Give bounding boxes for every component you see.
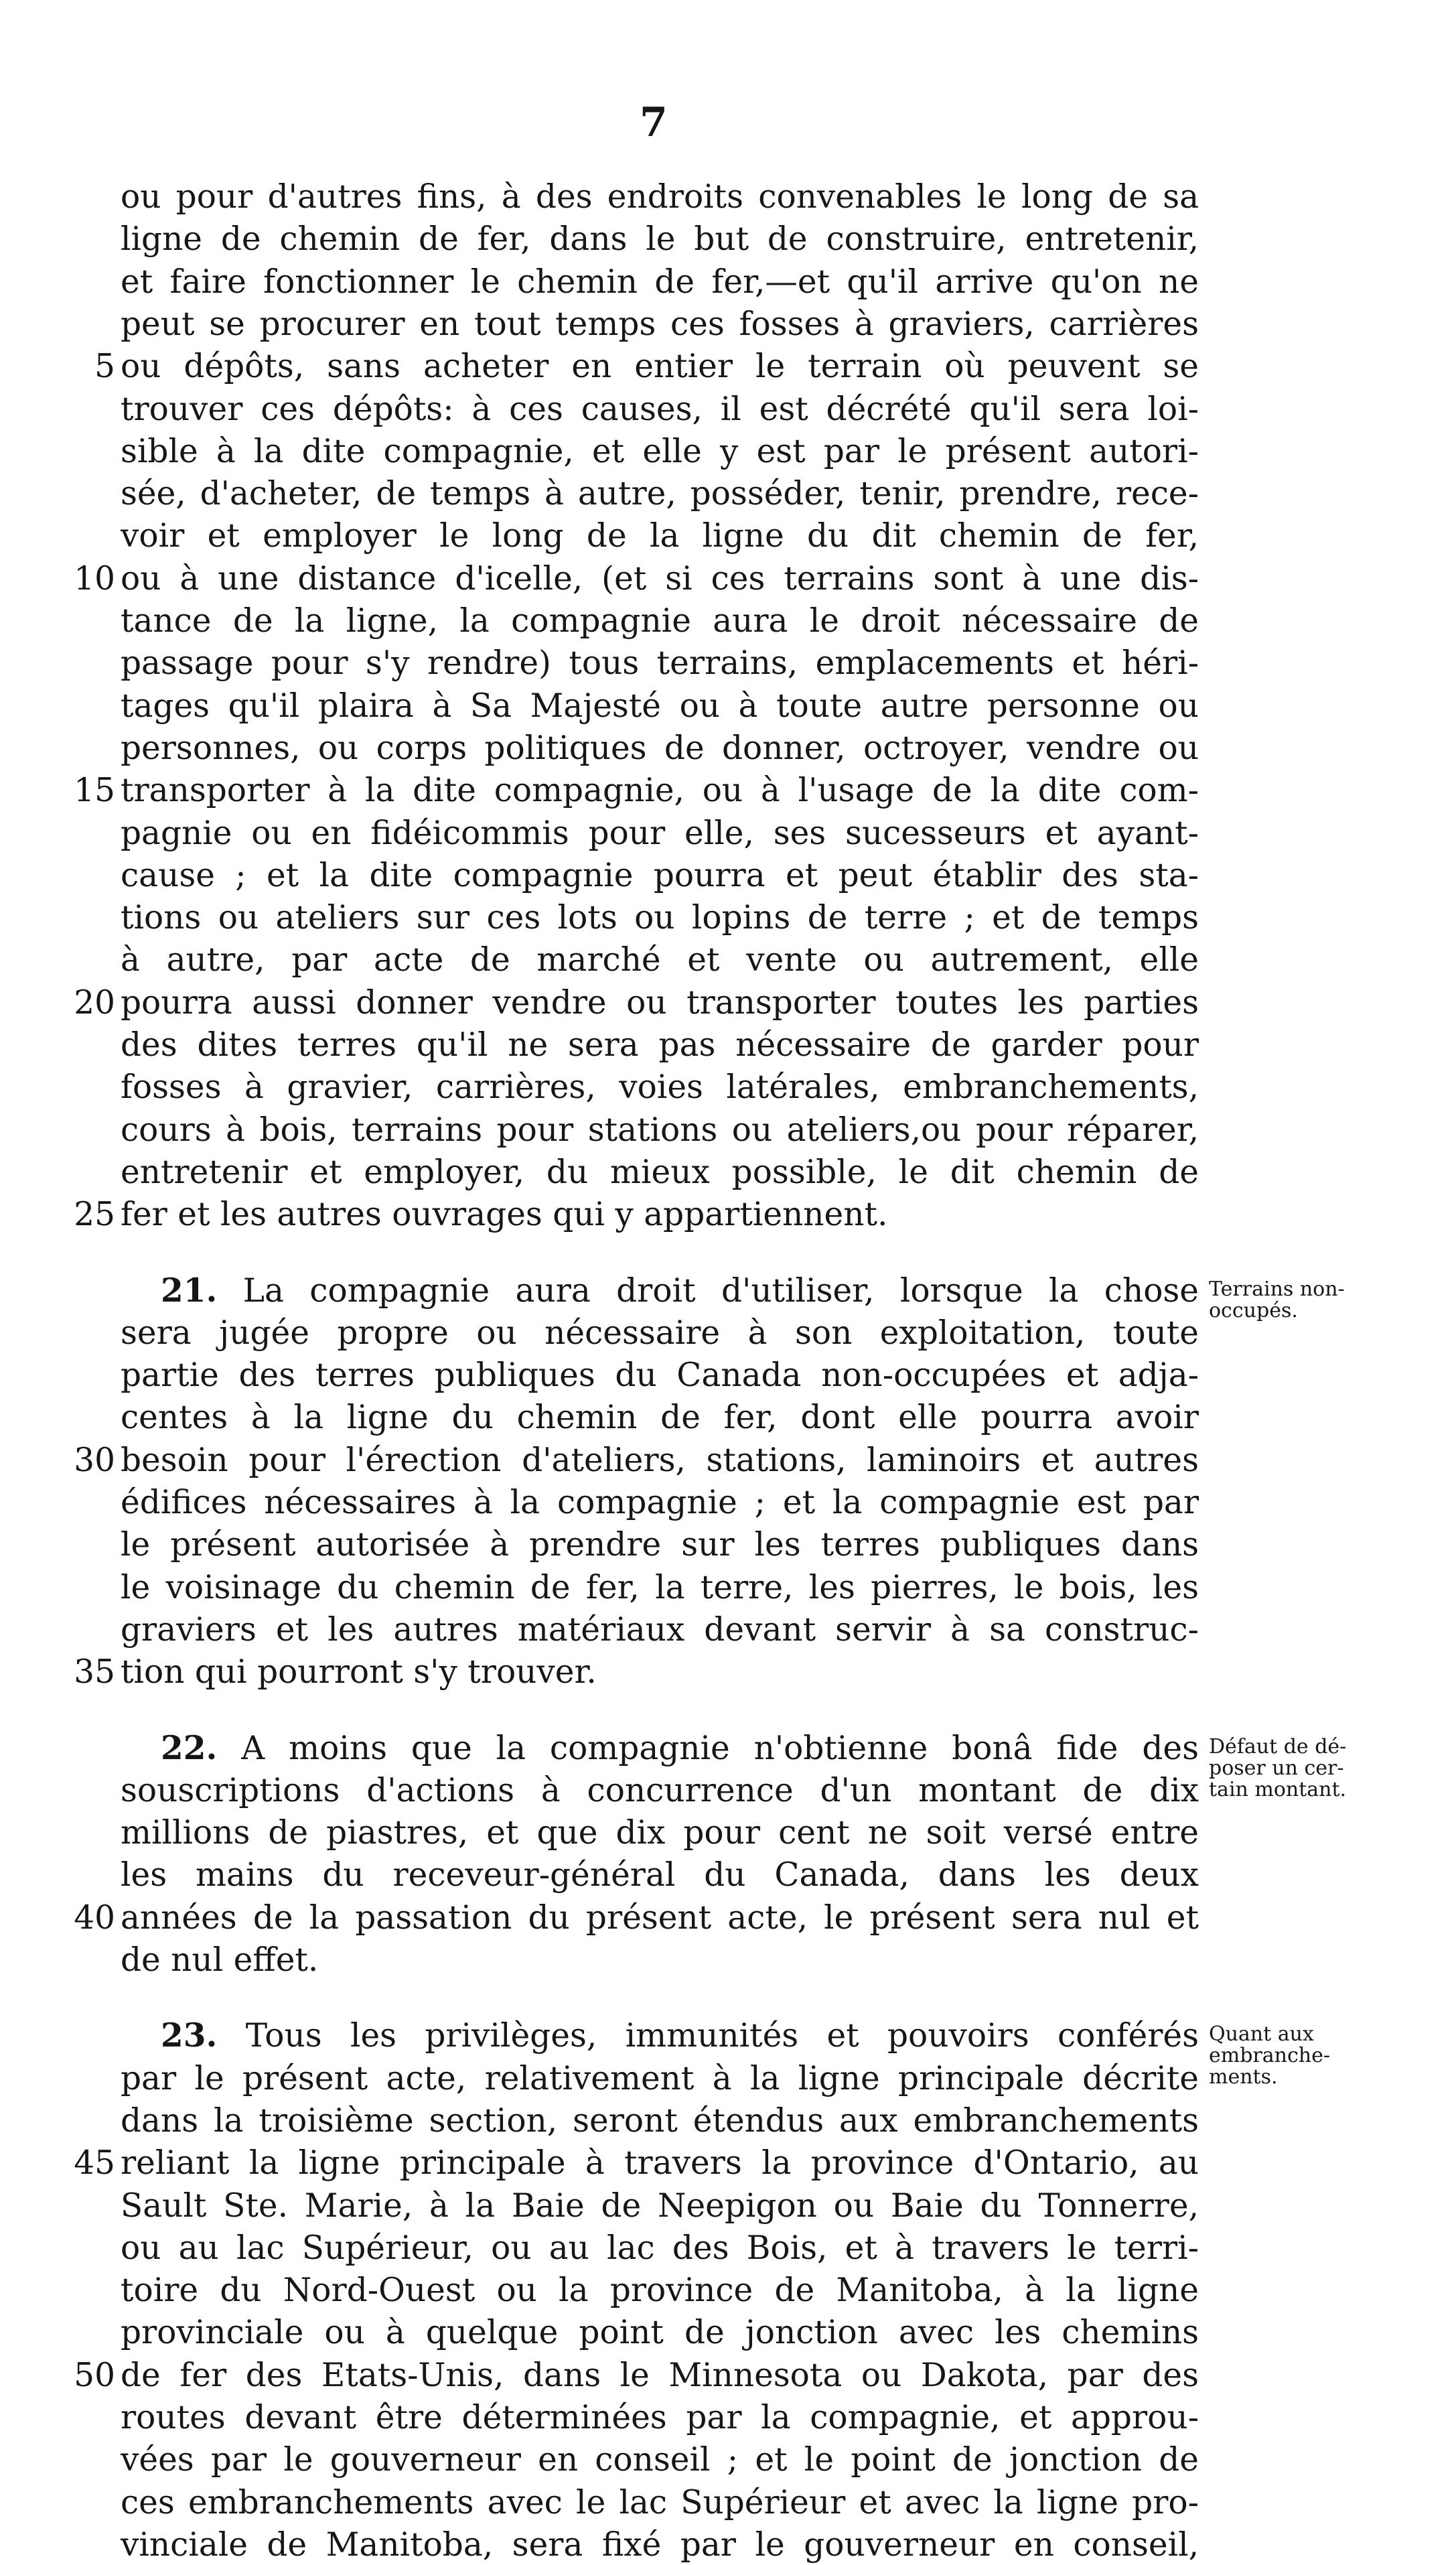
text-line (121, 431, 1199, 472)
text-line (121, 2270, 1199, 2310)
text-line (121, 262, 1199, 302)
line-text: et faire fonctionner le chemin de fer,—et qu'il arrive qu'on ne (121, 263, 1199, 301)
text-line (121, 2312, 1199, 2353)
line-text: édifices nécessaires à la compagnie ; et la compagnie est par (121, 1484, 1199, 1521)
margin-note: Défaut de dé- poser un cer- tain montant. (1209, 1734, 1347, 1801)
text-line (121, 2440, 1199, 2480)
text-line (121, 643, 1199, 683)
text-line (121, 516, 1199, 556)
line-text: dans la troisième section, seront étendus aux embranchements (121, 2101, 1199, 2140)
line-text: tance de la ligne, la compagnie aura le droit nécessaire de (121, 602, 1199, 640)
line-text: centes à la ligne du chemin de fer, dont elle pourra avoir (121, 1399, 1199, 1437)
text-line (121, 813, 1199, 853)
line-text: personnes, ou corps politiques de donner, octroyer, vendre ou (121, 729, 1199, 767)
text-line (121, 177, 1199, 217)
margin-note: Terrains non- occupés. (1209, 1277, 1345, 1322)
line-number: 10 (74, 559, 115, 598)
line-text: vinciale de Manitoba, sera fixé par le gouverneur en conseil, (121, 2525, 1199, 2564)
line-text: à autre, par acte de marché et vente ou autrement, elle (121, 941, 1199, 979)
line-text: peut se procurer en tout temps ces fosses à graviers, carrières (121, 305, 1199, 343)
text-line (121, 1110, 1199, 1150)
line-number: 50 (74, 2356, 115, 2394)
text-line (121, 1610, 1199, 1650)
line-text: ou dépôts, sans acheter en entier le terrain où peuvent se (121, 348, 1199, 386)
line-text: par le présent acte, relativement à la ligne principale décrite (121, 2059, 1199, 2097)
line-text: voir et employer le long de la ligne du dit chemin de fer, (121, 517, 1199, 555)
text-line (121, 559, 1199, 599)
text-line (121, 601, 1199, 641)
text-line (121, 1313, 1199, 1353)
text-line (121, 2483, 1199, 2523)
line-text: millions de piastres, et que dix pour cent ne soit versé entre (121, 1814, 1199, 1852)
text-line (121, 2143, 1199, 2183)
line-text: Tous les privilèges, immunités et pouvoirs conférés (245, 2017, 1199, 2055)
line-text: graviers et les autres matériaux devant servir à sa construc- (121, 1610, 1199, 1649)
text-line (121, 1067, 1199, 1107)
section-first-line (121, 1728, 1199, 1769)
line-text: ou au lac Supérieur, ou au lac des Bois, et à travers le terri- (121, 2229, 1199, 2267)
text-line (121, 1397, 1199, 1438)
line-text: ces embranchements avec le lac Supérieur et avec la ligne pro- (121, 2483, 1199, 2521)
line-text: fosses à gravier, carrières, voies latérales, embranchements, (121, 1068, 1199, 1107)
margin-note: Quant aux embranche- ments. (1209, 2022, 1330, 2089)
line-text: le présent autorisée à prendre sur les terres publiques dans (121, 1526, 1199, 1564)
line-text: tions ou ateliers sur ces lots ou lopins de terre ; et de temps (121, 899, 1199, 937)
line-text: ou pour d'autres fins, à des endroits convenables le long de sa (121, 178, 1199, 216)
text-line (121, 983, 1199, 1023)
line-text: entretenir et employer, du mieux possible, le dit chemin de (121, 1153, 1199, 1191)
text-line (121, 2525, 1199, 2565)
line-number: 20 (74, 983, 115, 1022)
text-line (121, 2186, 1199, 2226)
line-text: cause ; et la dite compagnie pourra et peut établir des sta- (121, 856, 1199, 894)
line-text: provinciale ou à quelque point de jonction avec les chemins (121, 2314, 1199, 2352)
text-line (121, 2355, 1199, 2396)
line-text: vées par le gouverneur en conseil ; et le point de jonction de (121, 2441, 1199, 2479)
line-text: ou à une distance d'icelle, (et si ces terrains sont à une dis- (121, 559, 1199, 598)
text-line (121, 1940, 1199, 1980)
text-line (121, 1898, 1199, 1938)
text-line (121, 728, 1199, 768)
text-line (121, 1855, 1199, 1895)
text-line (121, 1482, 1199, 1523)
section-number: 23. (161, 2016, 218, 2055)
line-text: cours à bois, terrains pour stations ou ateliers,ou pour réparer, (121, 1111, 1199, 1149)
line-number: 35 (74, 1653, 115, 1691)
line-number: 40 (74, 1898, 115, 1937)
line-text: A moins que la compagnie n'obtienne bonâ fide des (241, 1729, 1199, 1767)
line-text: toire du Nord-Ouest ou la province de Manitoba, à la ligne (121, 2272, 1199, 2310)
line-text: sée, d'acheter, de temps à autre, posséder, tenir, prendre, rece- (121, 475, 1199, 513)
text-line (121, 686, 1199, 726)
line-text: reliant la ligne principale à travers la province d'Ontario, au (121, 2144, 1199, 2182)
line-text: Sault Ste. Marie, à la Baie de Neepigon ou Baie du Tonnerre, (121, 2187, 1199, 2225)
text-line (121, 2101, 1199, 2141)
text-line (121, 346, 1199, 387)
text-line (121, 1440, 1199, 1480)
text-line (121, 219, 1199, 259)
line-number: 25 (74, 1196, 115, 1234)
line-text: de nul effet. (121, 1941, 319, 1979)
line-text: partie des terres publiques du Canada non-occupées et adja- (121, 1357, 1199, 1395)
text-line (121, 2059, 1199, 2099)
text-line (121, 2398, 1199, 2438)
line-text: transporter à la dite compagnie, ou à l'usage de la dite com- (121, 772, 1199, 810)
text-line (121, 770, 1199, 811)
line-text: sible à la dite compagnie, et elle y est par le présent autori- (121, 432, 1199, 470)
text-line (121, 1568, 1199, 1608)
line-text: souscriptions d'actions à concurrence d'un montant de dix (121, 1771, 1199, 1809)
text-line (121, 1025, 1199, 1065)
section-first-line (121, 2016, 1199, 2056)
line-text: le voisinage du chemin de fer, la terre, les pierres, le bois, les (121, 1568, 1199, 1606)
section-first-line (121, 1271, 1199, 1311)
text-line (121, 1152, 1199, 1192)
section-number: 21. (161, 1271, 218, 1310)
line-text: des dites terres qu'il ne sera pas nécessaire de garder pour (121, 1026, 1199, 1064)
line-text: besoin pour l'érection d'ateliers, stations, laminoirs et autres (121, 1441, 1199, 1479)
text-line (121, 2228, 1199, 2268)
line-number: 45 (74, 2144, 115, 2182)
line-text: passage pour s'y rendre) tous terrains, emplacements et héri- (121, 644, 1199, 683)
text-line (121, 389, 1199, 429)
line-number: 15 (74, 772, 115, 810)
text-line (121, 1355, 1199, 1395)
line-text: trouver ces dépôts: à ces causes, il est décrété qu'il sera loi- (121, 390, 1199, 428)
line-text: les mains du receveur-général du Canada, dans les deux (121, 1856, 1199, 1894)
text-line (121, 1525, 1199, 1565)
text-line (121, 474, 1199, 514)
text-line (121, 1194, 1199, 1235)
section-number: 22. (161, 1728, 218, 1767)
line-number: 5 (94, 348, 115, 386)
text-line (121, 1652, 1199, 1692)
text-line (121, 304, 1199, 344)
text-line (121, 1813, 1199, 1853)
line-text: tion qui pourront s'y trouver. (121, 1653, 597, 1691)
text-line (121, 898, 1199, 938)
page-number: 7 (640, 99, 668, 146)
line-text: pourra aussi donner vendre ou transporter toutes les parties (121, 983, 1199, 1022)
text-line (121, 940, 1199, 980)
line-text: pagnie ou en fidéicommis pour elle, ses sucesseurs et ayant- (121, 814, 1199, 852)
line-text: fer et les autres ouvrages qui y appartiennent. (121, 1196, 888, 1234)
text-line (121, 1771, 1199, 1811)
line-text: La compagnie aura droit d'utiliser, lorsque la chose (242, 1271, 1199, 1310)
text-line (121, 855, 1199, 896)
line-text: tages qu'il plaira à Sa Majesté ou à toute autre personne ou (121, 687, 1199, 725)
line-text: années de la passation du présent acte, le présent sera nul et (121, 1898, 1199, 1937)
line-text: routes devant être déterminées par la compagnie, et approu- (121, 2399, 1199, 2436)
line-text: sera jugée propre ou nécessaire à son exploitation, toute (121, 1314, 1199, 1352)
line-text: ligne de chemin de fer, dans le but de construire, entretenir, (121, 220, 1199, 259)
line-text: de fer des Etats-Unis, dans le Minnesota ou Dakota, par des (121, 2356, 1199, 2394)
line-number: 30 (74, 1441, 115, 1479)
